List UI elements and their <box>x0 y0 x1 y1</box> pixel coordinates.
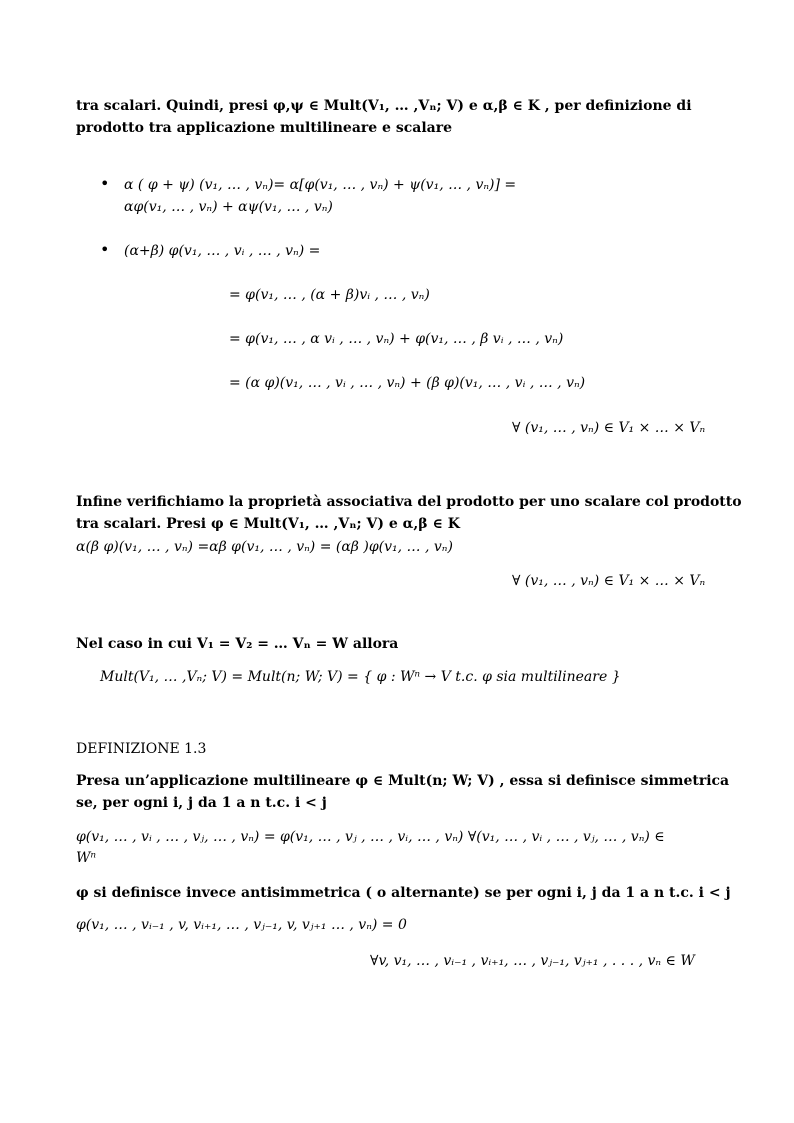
definizione-title: DEFINIZIONE 1.3 <box>76 741 207 757</box>
definizione-line-2: se, per ogni i, j da 1 a n t.c. i < j <box>76 795 327 811</box>
bullet-1-marker: • <box>100 174 110 193</box>
assoc-line-1: Infine verifichiamo la proprietà associativa del prodotto per uno scalare col prodotto <box>76 494 742 510</box>
bullet-2-step-1: = φ(v₁, … , (α + β)vᵢ , … , vₙ) <box>229 287 430 303</box>
definizione-line-1: Presa un’applicazione multilineare φ ∈ Mult(n; W; V) , essa si definisce simmetrica <box>76 773 730 789</box>
definizione-line-7: ∀v, v₁, … , vᵢ₋₁ , vᵢ₊₁, … , vⱼ₋₁, vⱼ₊₁ , . . . , vₙ ∈ W <box>370 953 695 969</box>
bullet-2-marker: • <box>100 240 110 259</box>
definizione-line-4: Wⁿ <box>76 850 97 866</box>
definizione-line-5: φ si definisce invece antisimmetrica ( o alternante) se per ogni i, j da 1 a n t.c. i < j <box>76 885 731 901</box>
bullet-2-step-2: = φ(v₁, … , α vᵢ , … , vₙ) + φ(v₁, … , β vᵢ , … , vₙ) <box>229 331 564 347</box>
caso-line-2: Mult(V₁, … ,Vₙ; V) = Mult(n; W; V) = { φ : Wⁿ → V t.c. φ sia multilineare } <box>100 669 621 685</box>
bullet-2-line-1: (α+β) φ(v₁, … , vᵢ , … , vₙ) = <box>124 243 321 259</box>
assoc-line-2: tra scalari. Presi φ ∈ Mult(V₁, … ,Vₙ; V) e α,β ∈ K <box>76 516 460 532</box>
bullet-1-line-2: αφ(v₁, … , vₙ) + αψ(v₁, … , vₙ) <box>124 199 333 215</box>
definizione-line-6: φ(v₁, … , vᵢ₋₁ , v, vᵢ₊₁, … , vⱼ₋₁, v, vⱼ₊₁ … , vₙ) = 0 <box>76 917 407 933</box>
definizione-line-3: φ(v₁, … , vᵢ , … , vⱼ, … , vₙ) = φ(v₁, … , vⱼ , … , vᵢ, … , vₙ) ∀(v₁, … , vᵢ , … , vⱼ, … , vₙ) ∈ <box>76 829 665 845</box>
intro-line-1: tra scalari. Quindi, presi φ,ψ ∈ Mult(V₁, … ,Vₙ; V) e α,β ∈ K , per definizione di <box>76 98 692 114</box>
assoc-forall: ∀ (v₁, … , vₙ) ∈ V₁ × … × Vₙ <box>512 573 706 589</box>
intro-line-2: prodotto tra applicazione multilineare e scalare <box>76 120 452 136</box>
assoc-line-3: α(β φ)(v₁, … , vₙ) =αβ φ(v₁, … , vₙ) = (αβ )φ(v₁, … , vₙ) <box>76 539 453 555</box>
caso-line-1: Nel caso in cui V₁ = V₂ = … Vₙ = W allora <box>76 636 399 652</box>
bullet-2-forall: ∀ (v₁, … , vₙ) ∈ V₁ × … × Vₙ <box>512 420 706 436</box>
bullet-2-step-3: = (α φ)(v₁, … , vᵢ , … , vₙ) + (β φ)(v₁, … , vᵢ , … , vₙ) <box>229 375 586 391</box>
bullet-1-line-1: α ( φ + ψ) (v₁, … , vₙ)= α[φ(v₁, … , vₙ) + ψ(v₁, … , vₙ)] = <box>124 177 517 193</box>
